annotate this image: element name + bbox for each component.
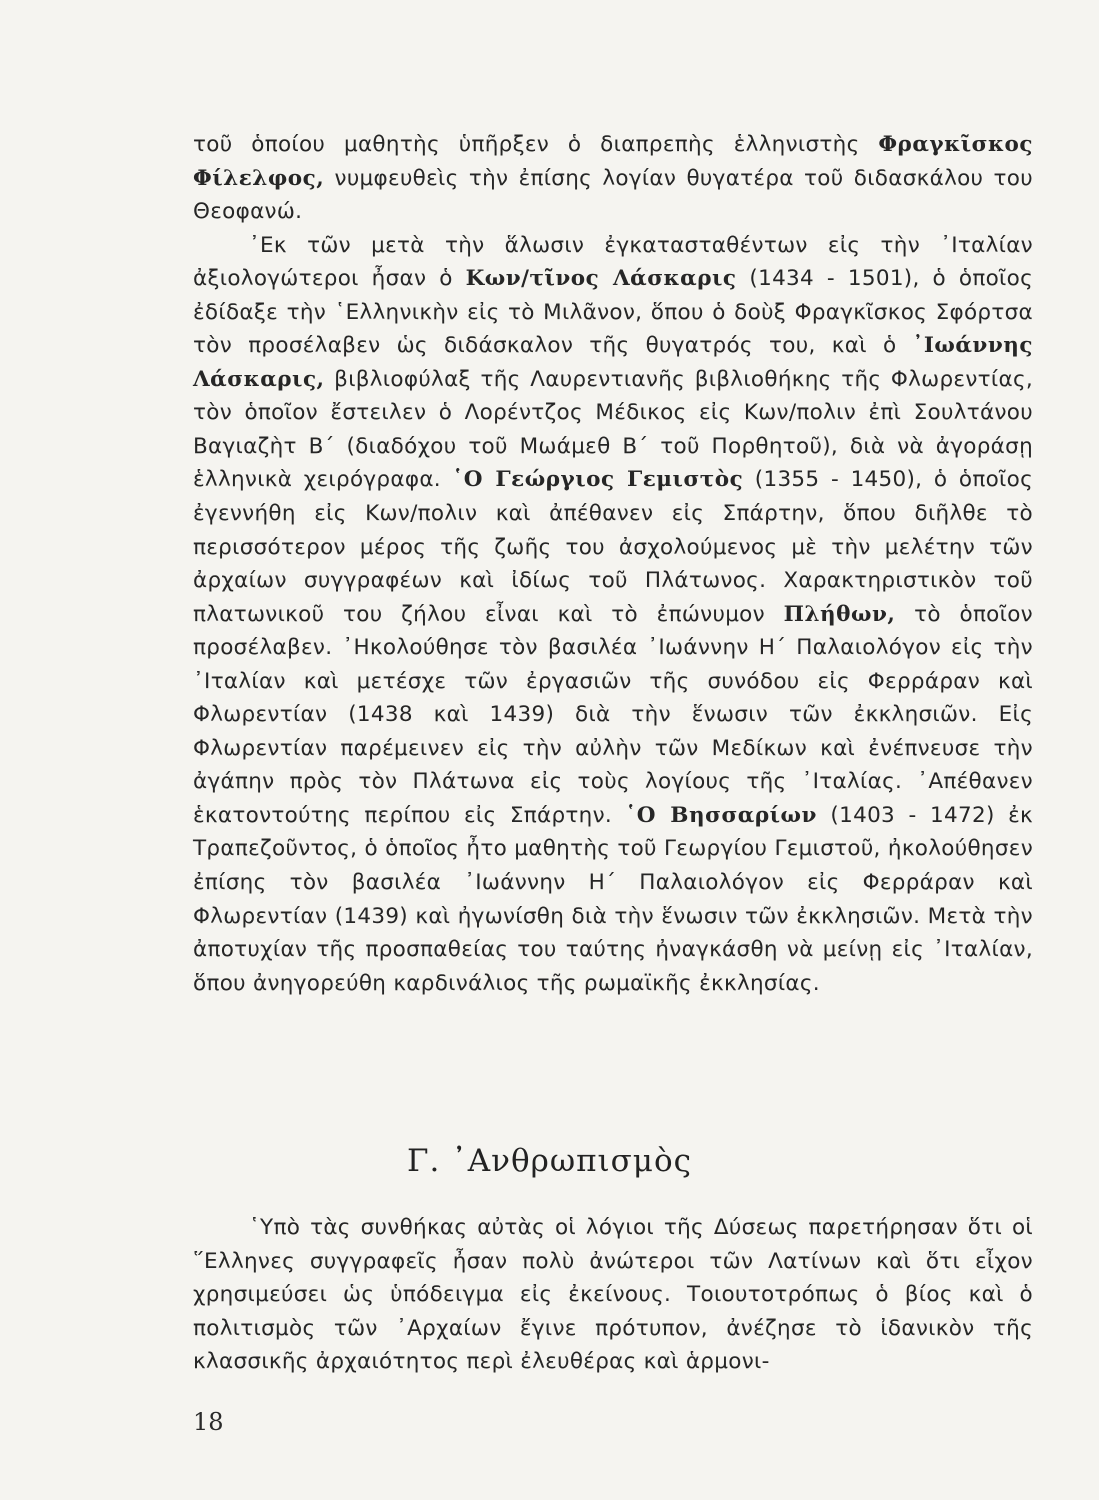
text-run: (1403 - 1472) ἐκ Τραπεζοῦντος, ὁ ὁποῖος ἦτο μαθητὴς τοῦ Γεωργίου Γεμιστοῦ, ἠκολούθησεν ἐπίσης τὸν βασιλέα ᾿Ιωάννην Η΄ Παλαιολόγον εἰς Φερράραν καὶ Φλωρεντίαν (1439) καὶ ἠγωνίσθη διὰ τὴν ἕνωσιν τῶν ἐκκλησιῶν. Μετὰ τὴν ἀποτυχίαν τῆς προσπαθείας του ταύτης ἠναγκάσθη νὰ μείνῃ εἰς ᾿Ιταλίαν, ὅπου ἀνηγορεύθη καρδινάλιος τῆς ρωμαϊκῆς ἐκκλησίας. bbox=[193, 802, 1033, 996]
text-run: ᾿Εκ τῶν μετὰ τὴν ἅλωσιν ἐγκατασταθέντων εἰς τὴν ᾿Ιταλίαν ἀξιολογώτεροι ἦσαν ὁ bbox=[193, 232, 1033, 292]
body-text-section-1 bbox=[193, 128, 1033, 1000]
name-philelphos: Φραγκῖσκος Φίλελφος, bbox=[193, 132, 1033, 191]
text-run: τοῦ ὁποίου μαθητὴς ὑπῆρξεν ὁ διαπρεπὴς ἑλληνιστὴς bbox=[193, 132, 879, 157]
text-run: νυμφευθεὶς τὴν ἐπίσης λογίαν θυγατέρα τοῦ διδασκάλου του Θεοφανώ. bbox=[193, 165, 1033, 225]
name-georgios-gemistos: ῾Ο Γεώργιος Γεμιστὸς bbox=[452, 467, 744, 493]
paragraph-2 bbox=[193, 229, 1033, 1001]
text-run: τὸ ὁποῖον προσέλαβεν. ᾿Ηκολούθησε τὸν βασιλέα ᾿Ιωάννην Η΄ Παλαιολόγον εἰς τὴν ᾿Ιταλίαν καὶ μετέσχε τῶν ἐργασιῶν τῆς συνόδου εἰς Φερράραν καὶ Φλωρεντίαν (1438 καὶ 1439) διὰ τὴν ἕνωσιν τῶν ἐκκλησιῶν. Εἰς Φλωρεντίαν παρέμεινεν εἰς τὴν αὐλὴν τῶν Μεδίκων καὶ ἐνέπνευσε τὴν ἀγάπην πρὸς τὸν Πλάτωνα εἰς τοὺς λογίους τῆς ᾿Ιταλίας. ᾿Απέθανεν ἑκατοντούτης περίπου εἰς Σπάρτην. bbox=[193, 601, 1033, 828]
text-run: (1355 - 1450), ὁ ὁποῖος ἐγεννήθη εἰς Κων/πολιν καὶ ἀπέθανεν εἰς Σπάρτην, ὅπου διῆλθε τὸ περισσότερον μέρος τῆς ζωῆς του ἀσχολούμενος μὲ τὴν μελέτην τῶν ἀρχαίων συγγραφέων καὶ ἰδίως τοῦ Πλάτωνος. Χαρακτηριστικὸν τοῦ πλατωνικοῦ του ζήλου εἶναι καὶ τὸ ἐπώνυμον bbox=[193, 467, 1033, 627]
name-bessarion: ῾Ο Βησσαρίων bbox=[625, 802, 817, 828]
text-run: βιβλιοφύλαξ τῆς Λαυρεντιανῆς βιβλιοθήκης τῆς Φλωρεντίας, τὸν ὁποῖον ἔστειλεν ὁ Λορέντζος Μέδικος εἰς Κων/πολιν ἐπὶ Σουλτάνου Βαγιαζὴτ Β΄ (διαδόχου τοῦ Μωάμεθ Β΄ τοῦ Πορθητοῦ), διὰ νὰ ἀγοράσῃ ἑλληνικὰ χειρόγραφα. bbox=[193, 366, 1033, 493]
text-run: (1434 - 1501), ὁ ὁποῖος ἐδίδαξε τὴν ῾Ελληνικὴν εἰς τὸ Μιλᾶνον, ὅπου ὁ δοὺξ Φραγκῖσκος Σφόρτσα τὸν προσέλαβεν ὡς διδάσκαλον τῆς θυγατρός του, καὶ ὁ bbox=[193, 266, 1033, 359]
paragraph-3: ῾Υπὸ τὰς συνθήκας αὐτὰς οἱ λόγιοι τῆς Δύσεως παρετήρησαν ὅτι οἱ ῞Ελληνες συγγραφεῖς ἦσαν πολὺ ἀνώτεροι τῶν Λατίνων καὶ ὅτι εἶχον χρησιμεύσει ὡς ὑπόδειγμα εἰς ἐκείνους. Τοιουτοτρόπως ὁ βίος καὶ ὁ πολιτισμὸς τῶν ᾿Αρχαίων ἔγινε πρότυπον, ἀνέζησε τὸ ἰδανικὸν τῆς κλασσικῆς ἀρχαιότητος περὶ ἐλευθέρας καὶ ἁρμονι- bbox=[193, 1215, 1033, 1375]
section-heading: Γ. ᾿Ανθρωπισμὸς bbox=[407, 1143, 692, 1179]
name-plethon: Πλήθων, bbox=[783, 601, 896, 627]
name-ioannis-laskaris: ᾿Ιωάννης Λάσκαρις, bbox=[193, 333, 1033, 392]
page-number: 18 bbox=[193, 1408, 224, 1436]
name-konstantinos-laskaris: Κων/τῖνος Λάσκαρις bbox=[465, 266, 737, 292]
paragraph-1 bbox=[193, 128, 1033, 229]
body-text-section-2 bbox=[193, 1211, 1033, 1379]
